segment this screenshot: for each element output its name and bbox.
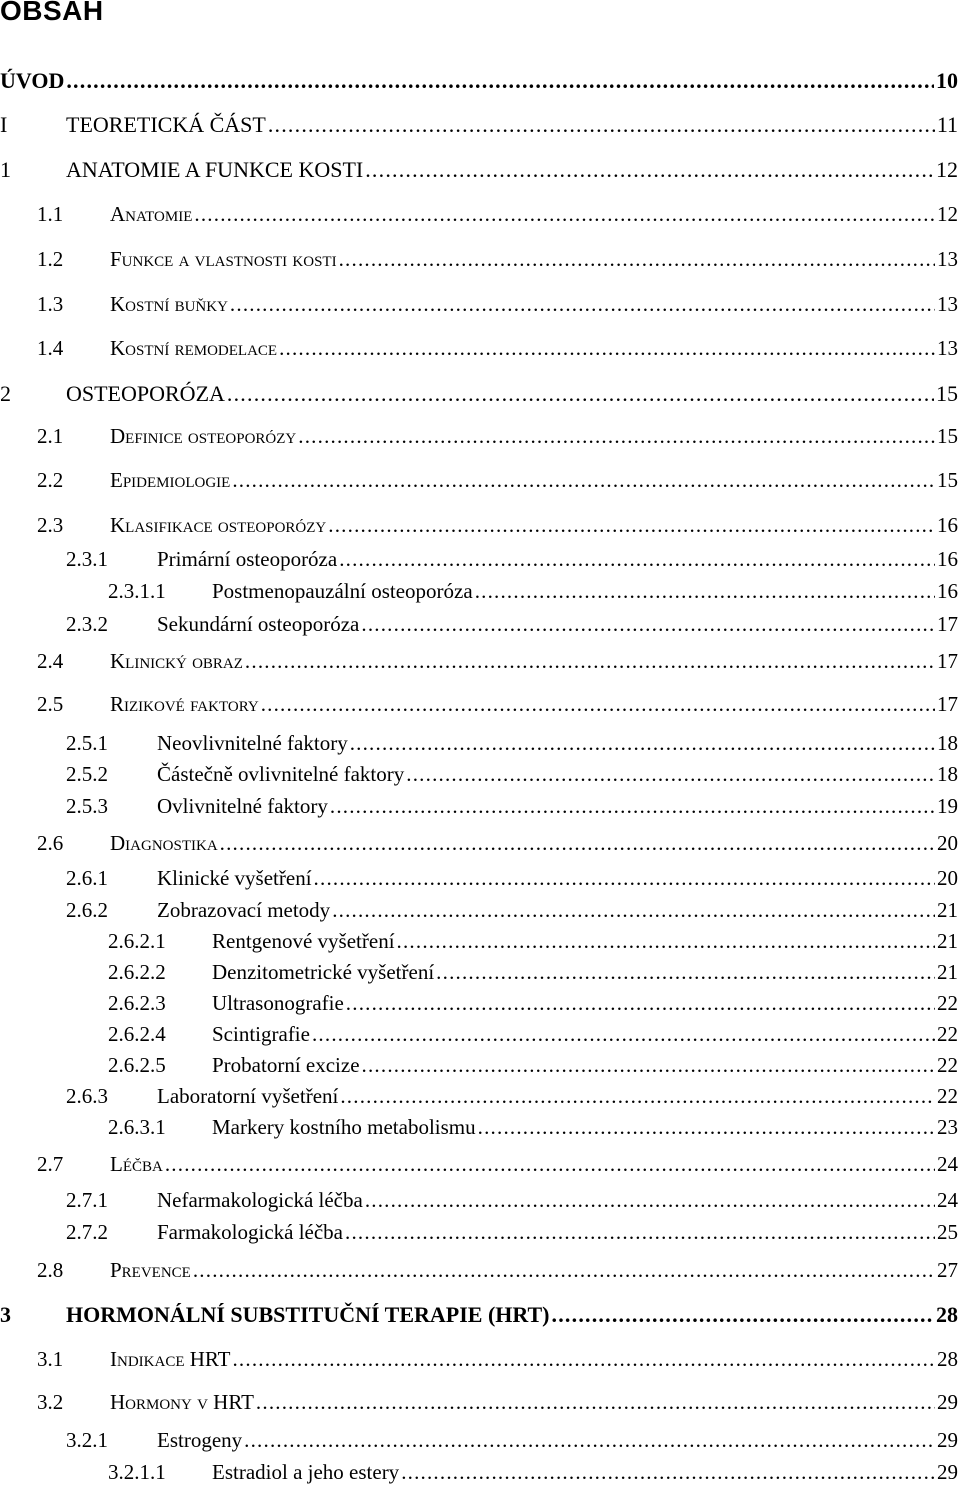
toc-entry[interactable] [0, 381, 960, 411]
toc-entry[interactable] [0, 513, 960, 543]
toc-entry-number: 1.2 [37, 247, 64, 271]
toc-entry-page: 23 [937, 1115, 958, 1139]
toc-entry-page: 10 [936, 68, 958, 93]
toc-leader-dots [314, 866, 935, 891]
toc-entry-title: Klinický obraz [110, 649, 243, 673]
toc-entry[interactable] [0, 202, 960, 232]
toc-entry-number: 2.6.3 [66, 1084, 108, 1108]
toc-entry-number: 2.8 [37, 1258, 64, 1282]
toc-entry-title: Částečně ovlivnitelné faktory [157, 762, 405, 786]
toc-entry[interactable] [0, 991, 960, 1021]
toc-entry[interactable] [0, 1152, 960, 1182]
toc-entry-title: Farmakologická léčba [157, 1220, 344, 1244]
toc-entry-page: 15 [936, 381, 958, 406]
toc-entry-number: 2.5 [37, 692, 64, 716]
toc-entry[interactable] [0, 831, 960, 861]
toc-leader-dots [406, 762, 935, 787]
toc-entry-title: Zobrazovací metody [157, 898, 331, 922]
toc-entry-number: 2.1 [37, 424, 64, 448]
toc-entry-page: 29 [937, 1460, 958, 1484]
toc-leader-dots [193, 1258, 935, 1283]
toc-leader-dots [332, 898, 935, 923]
toc-entry-page: 17 [937, 692, 958, 716]
toc-entry[interactable] [0, 866, 960, 896]
toc-entry-title: Neovlivnitelné faktory [157, 731, 348, 755]
toc-entry-title: Prevence [110, 1258, 191, 1282]
toc-entry-page: 20 [937, 831, 958, 855]
toc-entry-page: 16 [937, 579, 958, 603]
toc-entry[interactable] [0, 1302, 960, 1332]
toc-leader-dots [330, 794, 935, 819]
toc-entry-number: 2.7.1 [66, 1188, 108, 1212]
toc-entry[interactable] [0, 112, 960, 142]
toc-entry[interactable] [0, 960, 960, 990]
toc-entry-number: 2.6.2.3 [108, 991, 166, 1015]
toc-leader-dots [298, 424, 935, 449]
toc-entry-title: Postmenopauzální osteoporóza [212, 579, 473, 603]
toc-leader-dots [345, 1220, 935, 1245]
toc-entry-title: HORMONÁLNÍ SUBSTITUČNÍ TERAPIE (HRT) [66, 1302, 550, 1327]
toc-leader-dots [232, 1347, 935, 1372]
toc-entry-number: 2.3.1.1 [108, 579, 166, 603]
toc-entry[interactable] [0, 731, 960, 761]
toc-entry-page: 22 [937, 1022, 958, 1046]
toc-entry-number: 2.6.2.1 [108, 929, 166, 953]
toc-entry-title: Rizikové faktory [110, 692, 259, 716]
toc-entry-title: Primární osteoporóza [157, 547, 338, 571]
toc-leader-dots [261, 692, 935, 717]
toc-leader-dots [66, 68, 934, 94]
toc-entry-number: 2.6.2.5 [108, 1053, 166, 1077]
toc-entry[interactable] [0, 1053, 960, 1083]
toc-leader-dots [401, 1460, 935, 1485]
toc-entry-title: Diagnostika [110, 831, 218, 855]
toc-entry-title: Markery kostního metabolismu [212, 1115, 476, 1139]
toc-leader-dots [312, 1022, 935, 1047]
toc-leader-dots [279, 336, 935, 361]
toc-entry-title: Klasifikace osteoporózy [110, 513, 327, 537]
toc-leader-dots [350, 731, 935, 756]
toc-entry-number: 2.3.2 [66, 612, 108, 636]
toc-leader-dots [552, 1302, 934, 1328]
toc-entry-page: 12 [936, 157, 958, 182]
toc-entry[interactable] [0, 424, 960, 454]
toc-entry-number: 2.4 [37, 649, 64, 673]
toc-entry-title: Ultrasonografie [212, 991, 344, 1015]
toc-entry[interactable] [0, 1115, 960, 1145]
toc-entry-number: ÚVOD [0, 68, 65, 93]
toc-leader-dots [256, 1390, 935, 1415]
toc-entry-title: Funkce a vlastnosti kosti [110, 247, 337, 271]
toc-leader-dots [340, 1084, 935, 1109]
toc-entry-page: 11 [936, 112, 958, 137]
toc-entry-page: 18 [937, 731, 958, 755]
toc-leader-dots [245, 649, 935, 674]
toc-entry-title: Ovlivnitelné faktory [157, 794, 328, 818]
toc-leader-dots [165, 1152, 935, 1177]
toc-entry-title: Estrogeny [157, 1428, 243, 1452]
toc-entry[interactable] [0, 1188, 960, 1218]
toc-entry[interactable] [0, 336, 960, 366]
toc-entry[interactable] [0, 547, 960, 577]
toc-entry-number: 2.2 [37, 468, 64, 492]
toc-leader-dots [339, 547, 935, 572]
toc-entry-page: 21 [937, 929, 958, 953]
toc-entry-number: 2.5.1 [66, 731, 108, 755]
toc-entry-number: 1 [0, 157, 11, 182]
toc-leader-dots [232, 468, 935, 493]
page-title: OBSAH [0, 0, 104, 26]
toc-entry-page: 13 [937, 336, 958, 360]
toc-leader-dots [361, 612, 935, 637]
toc-entry[interactable] [0, 929, 960, 959]
toc-entry-title: Indikace HRT [110, 1347, 231, 1371]
toc-entry-page: 25 [937, 1220, 958, 1244]
toc-entry[interactable] [0, 1390, 960, 1420]
toc-entry-number: 2.6.2.2 [108, 960, 166, 984]
toc-entry-number: 2.6.1 [66, 866, 108, 890]
toc-entry-number: 3 [0, 1302, 11, 1327]
toc-entry-page: 28 [936, 1302, 958, 1327]
toc-entry-title: Rentgenové vyšetření [212, 929, 395, 953]
toc-entry-title: Probatorní excize [212, 1053, 360, 1077]
toc-leader-dots [365, 157, 934, 183]
toc-entry[interactable] [0, 649, 960, 679]
toc-entry-title: Denzitometrické vyšetření [212, 960, 435, 984]
toc-entry-page: 17 [937, 649, 958, 673]
toc-entry-page: 16 [937, 513, 958, 537]
toc-entry-number: 2.3.1 [66, 547, 108, 571]
toc-entry[interactable] [0, 1428, 960, 1458]
toc-entry-title: Anatomie [110, 202, 193, 226]
toc-entry-title: Kostní buňky [110, 292, 228, 316]
toc-entry[interactable] [0, 579, 960, 609]
toc-entry-number: 1.4 [37, 336, 64, 360]
toc-entry[interactable] [0, 1258, 960, 1288]
toc-entry-number: 2.7.2 [66, 1220, 108, 1244]
toc-entry[interactable] [0, 1347, 960, 1377]
toc-entry-title: Léčba [110, 1152, 163, 1176]
toc-entry[interactable] [0, 1460, 960, 1490]
toc-entry-page: 24 [937, 1188, 958, 1212]
toc-leader-dots [397, 929, 935, 954]
toc-leader-dots [339, 247, 935, 272]
toc-entry-number: 2.6 [37, 831, 64, 855]
toc-entry-page: 13 [937, 292, 958, 316]
toc-entry-number: 2.6.3.1 [108, 1115, 166, 1139]
toc-entry-page: 24 [937, 1152, 958, 1176]
toc-entry-page: 19 [937, 794, 958, 818]
toc-entry-number: 3.2.1 [66, 1428, 108, 1452]
toc-entry-page: 22 [937, 1084, 958, 1108]
toc-entry-page: 15 [937, 468, 958, 492]
toc-entry-page: 20 [937, 866, 958, 890]
toc-entry-number: I [0, 112, 8, 137]
toc-entry[interactable] [0, 898, 960, 928]
toc-leader-dots [475, 579, 935, 604]
toc-entry-title: Hormony v HRT [110, 1390, 254, 1414]
toc-entry-page: 22 [937, 1053, 958, 1077]
toc-entry-page: 27 [937, 1258, 958, 1282]
toc-entry-number: 2.5.2 [66, 762, 108, 786]
toc-entry[interactable] [0, 68, 960, 98]
toc-entry[interactable] [0, 794, 960, 824]
toc-leader-dots [227, 381, 934, 407]
toc-entry-title: ANATOMIE A FUNKCE KOSTI [66, 157, 364, 182]
toc-leader-dots [194, 202, 935, 227]
toc-entry-number: 2.6.2.4 [108, 1022, 166, 1046]
toc-entry-number: 2.7 [37, 1152, 64, 1176]
toc-entry[interactable] [0, 692, 960, 722]
toc-entry-title: Epidemiologie [110, 468, 231, 492]
toc-entry[interactable] [0, 292, 960, 322]
toc-entry[interactable] [0, 247, 960, 277]
toc-entry-page: 16 [937, 547, 958, 571]
toc-entry-number: 1.1 [37, 202, 64, 226]
toc-entry-page: 22 [937, 991, 958, 1015]
toc-entry-page: 18 [937, 762, 958, 786]
toc-entry[interactable] [0, 612, 960, 642]
toc-leader-dots [268, 112, 935, 138]
toc-leader-dots [220, 831, 935, 856]
toc-entry[interactable] [0, 1084, 960, 1114]
toc-entry-number: 3.2.1.1 [108, 1460, 166, 1484]
toc-entry[interactable] [0, 1022, 960, 1052]
toc-entry-title: Definice osteoporózy [110, 424, 297, 448]
toc-entry-number: 2 [0, 381, 11, 406]
toc-entry-page: 29 [937, 1428, 958, 1452]
toc-entry-title: Klinické vyšetření [157, 866, 312, 890]
toc-leader-dots [362, 1053, 935, 1078]
toc-entry-number: 3.2 [37, 1390, 64, 1414]
toc-leader-dots [230, 292, 935, 317]
toc-leader-dots [346, 991, 935, 1016]
toc-entry-page: 17 [937, 612, 958, 636]
toc-entry-title: Nefarmakologická léčba [157, 1188, 363, 1212]
toc-entry-title: Kostní remodelace [110, 336, 278, 360]
toc-leader-dots [436, 960, 935, 985]
toc-entry[interactable] [0, 468, 960, 498]
toc-entry-page: 21 [937, 898, 958, 922]
toc-entry-number: 3.1 [37, 1347, 64, 1371]
toc-entry-number: 2.3 [37, 513, 64, 537]
toc-entry-title: OSTEOPORÓZA [66, 381, 225, 406]
toc-entry-page: 15 [937, 424, 958, 448]
toc-entry[interactable] [0, 1220, 960, 1250]
toc-entry-title: Sekundární osteoporóza [157, 612, 360, 636]
toc-entry-title: Estradiol a jeho estery [212, 1460, 400, 1484]
toc-entry-title: Scintigrafie [212, 1022, 310, 1046]
toc-entry[interactable] [0, 762, 960, 792]
toc-entry-number: 2.6.2 [66, 898, 108, 922]
toc-entry-page: 12 [937, 202, 958, 226]
toc-entry-page: 28 [937, 1347, 958, 1371]
toc-entry[interactable] [0, 157, 960, 187]
toc-leader-dots [365, 1188, 935, 1213]
toc-entry-title: TEORETICKÁ ČÁST [66, 112, 266, 137]
toc-entry-number: 2.5.3 [66, 794, 108, 818]
toc-entry-number: 1.3 [37, 292, 64, 316]
toc-leader-dots [328, 513, 935, 538]
toc-entry-page: 13 [937, 247, 958, 271]
toc-entry-title: Laboratorní vyšetření [157, 1084, 339, 1108]
toc-leader-dots [244, 1428, 935, 1453]
toc-leader-dots [478, 1115, 935, 1140]
toc-entry-page: 21 [937, 960, 958, 984]
toc-entry-page: 29 [937, 1390, 958, 1414]
